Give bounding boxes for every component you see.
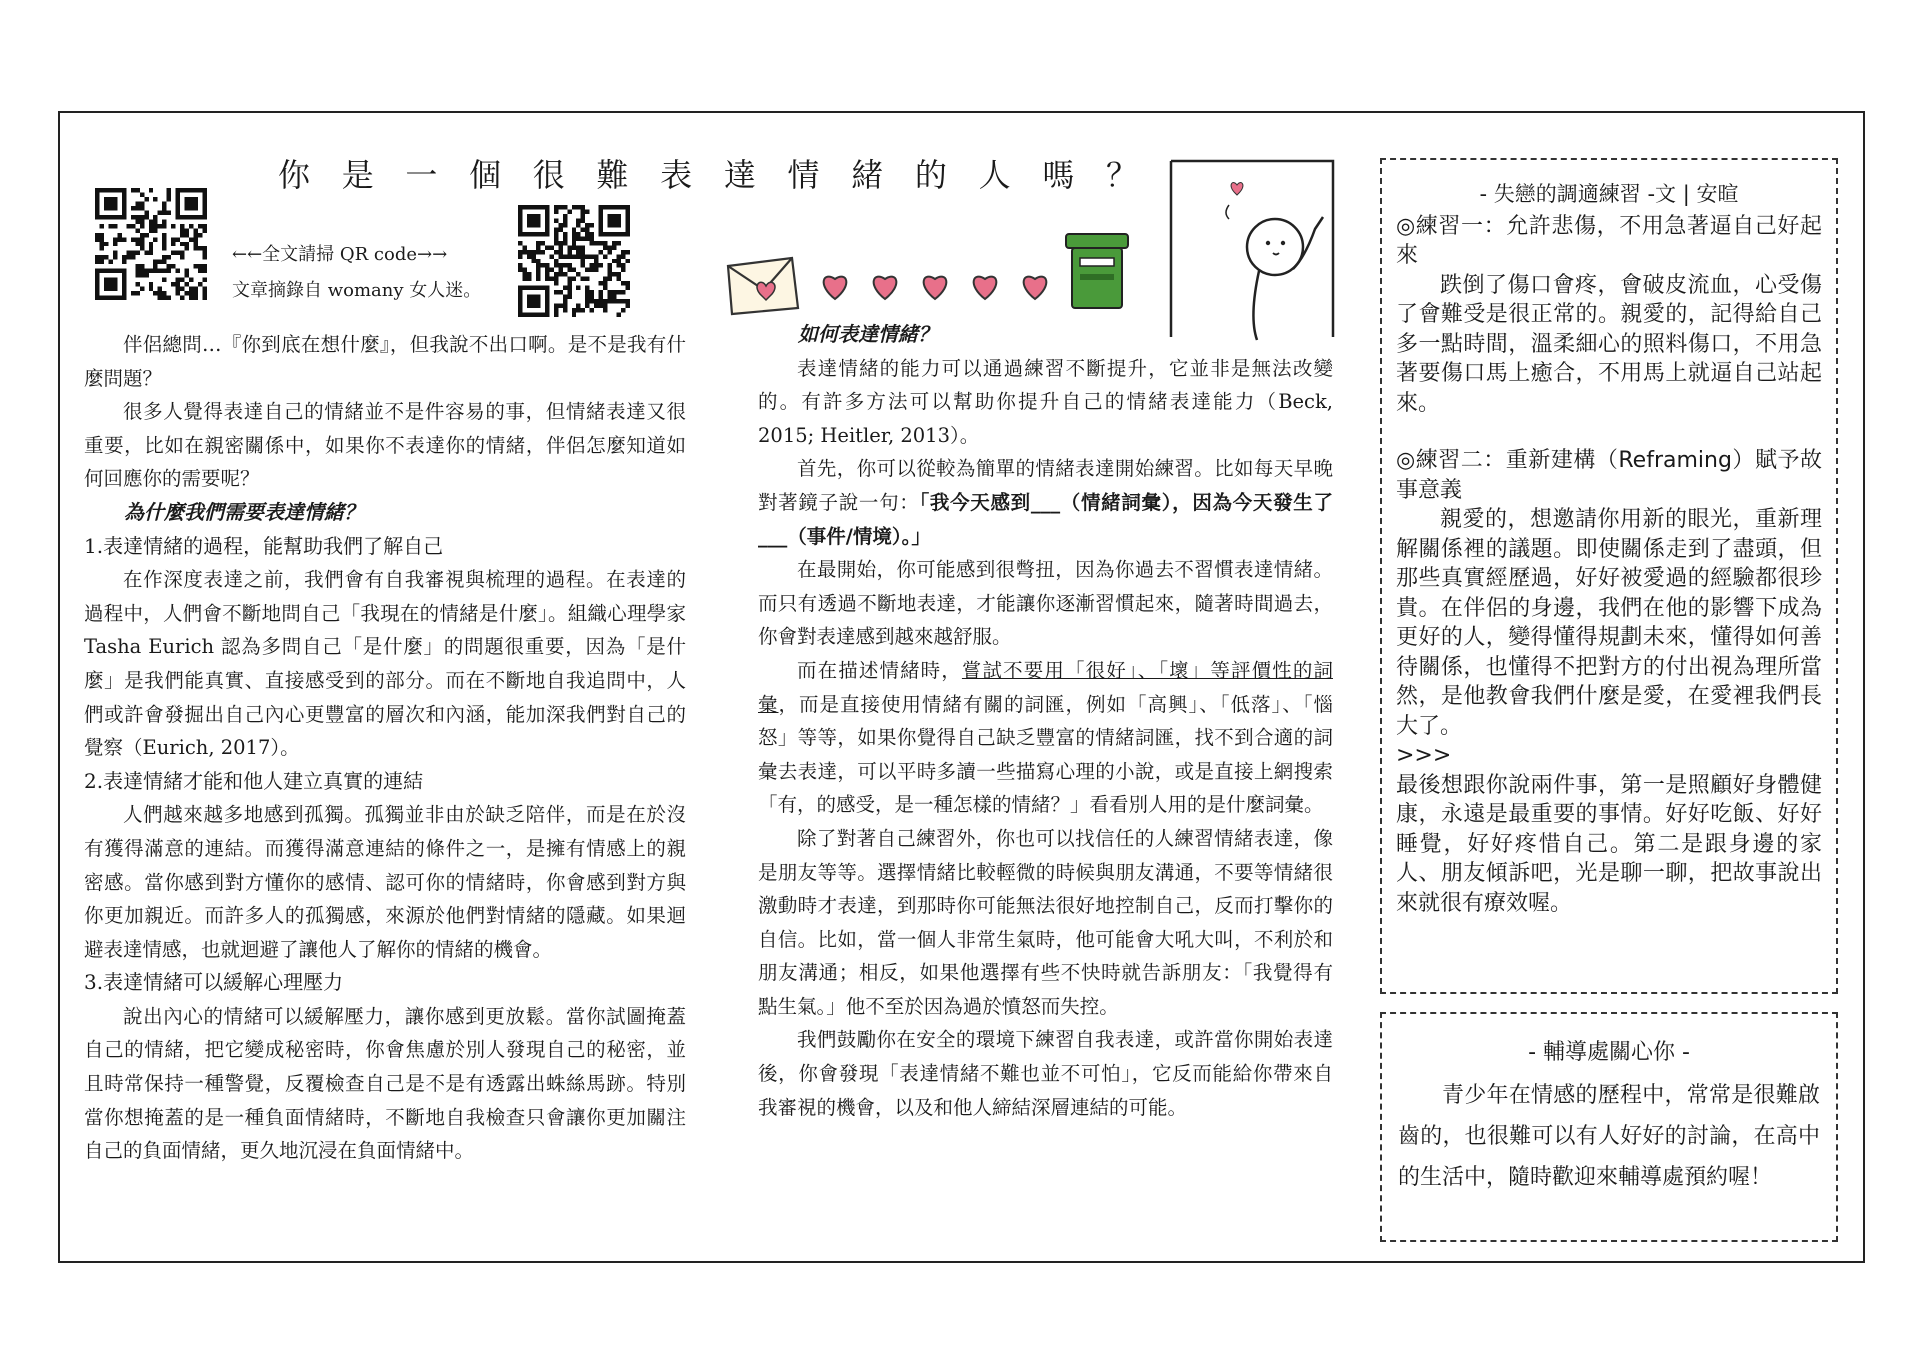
- how-heading: 如何表達情緒？: [798, 322, 938, 346]
- title-char: 情: [787, 156, 820, 194]
- point2-text: 人們越來越多地感到孤獨。孤獨並非由於缺乏陪伴，而是在於沒有獲得滿意的連結。而獲得滿意連結的條件之一，是擁有情感上的親密感。當你感到對方懂你的感情、認可你的情緒時，你會感到對方與你更加親近。而許多人的孤獨感，來源於他們對情緒的隱藏。如果迴避表達情感，也就迴避了讓他人了解你的情緒的機會。: [84, 803, 686, 961]
- how-paragraph-2: [758, 452, 1333, 553]
- breakup-box-heading: - 失戀的調適練習 -文 | 安暄: [1479, 182, 1739, 206]
- title-char: 表: [660, 156, 693, 194]
- title-char: 很: [532, 156, 565, 194]
- arrows-marker: >>>: [1396, 743, 1452, 768]
- title-char: 人: [978, 156, 1011, 194]
- exercise-2-text: 親愛的，想邀請你用新的眼光，重新理解關係裡的議題。即使關係走到了盡頭，但那些真實經歷過，好好被愛過的經驗都很珍貴。在伴侶的身邊，我們在他的影響下成為更好的人，變得懂得規劃未來，懂得如何善待關係，也懂得不把對方的付出視為理所當然，是他教會我們什麼是愛，在愛裡我們長大了。: [1396, 507, 1822, 739]
- title-char: 達: [723, 156, 756, 194]
- underlined-tip: 嘗試不要用「很好」、「壞」等評價性的詞彙: [758, 658, 1333, 716]
- breakup-exercise-box: [1380, 158, 1838, 994]
- counseling-box-heading: - 輔導處關心你 -: [1528, 1040, 1690, 1065]
- title-char: 一: [405, 156, 438, 194]
- how-paragraph-2-text: 首先，你可以從較為簡單的情緒表達開始練習。比如每天早晚對著鏡子說一句：: [758, 457, 1333, 514]
- closing-text: 最後想跟你說兩件事，第一是照顧好身體健康，永遠是最重要的事情。好好吃飯、好好睡覺，好好疼惜自己。第二是跟身邊的家人、朋友傾訴吧，光是聊一聊，把故事說出來就很有療效喔。: [1396, 772, 1822, 916]
- intro-paragraph-2: 很多人覺得表達自己的情緒並不是件容易的事，但情緒表達又很重要，比如在親密關係中，如果你不表達你的情緒，伴侶怎麼知道如何回應你的需要呢？: [84, 400, 686, 491]
- mirror-practice-phrase: 「我今天感到___（情緒詞彙），因為今天發生了___（事件/情境）。」: [758, 490, 1333, 548]
- how-paragraph-4: [758, 654, 1333, 822]
- title-char: 你: [278, 156, 311, 194]
- title-char: ？: [1105, 156, 1138, 194]
- why-heading: 為什麼我們需要表達情緒？: [124, 499, 364, 524]
- counseling-box-text: 青少年在情感的歷程中，常常是很難啟齒的，也很難可以有人好好的討論，在高中的生活中，隨時歡迎來輔導處預約喔！: [1398, 1083, 1820, 1190]
- title-char: 嗎: [1042, 156, 1075, 194]
- title-char: 緒: [851, 156, 884, 194]
- how-paragraph-5: 除了對著自己練習外，你也可以找信任的人練習情緒表達，像是朋友等等。選擇情緒比較輕微的時候與朋友溝通，不要等情緒很激動時才表達，到那時你可能無法很好地控制自己，反而打擊你的自信。比如，當一個人非常生氣時，他可能會大吼大叫，不利於和朋友溝通；相反，如果他選擇有些不快時就告訴朋友：「我覺得有點生氣。」他不至於因為過於憤怒而失控。: [758, 826, 1333, 1018]
- mailbox-icon: [1062, 228, 1132, 314]
- qr-caption-source: 文章摘錄自 womany 女人迷。: [232, 280, 482, 301]
- qr-caption-scan: ←←全文請掃 QR code→→: [232, 244, 448, 265]
- point3-text: 說出內心的情緒可以緩解壓力，讓你感到更放鬆。當你試圖掩蓋自己的情緒，把它變成秘密時，你會焦慮於別人發現自己的秘密，並且時常保持一種警覺，反覆檢查自己是不是有透露出蛛絲馬跡。特別當你想掩蓋的是一種負面情緒時，不斷地自我檢查只會讓你更加關注自己的負面情緒，更久地沉浸在負面情緒中。: [84, 1004, 686, 1163]
- intro-paragraph-1: 伴侶總問…『你到底在想什麼』，但我說不出口啊。是不是我有什麼問題？: [84, 333, 686, 390]
- title-char: 的: [914, 156, 947, 194]
- exercise-1-text: 跌倒了傷口會疼，會破皮流血，心受傷了會難受是很正常的。親愛的，記得給自己多一點時間，溫柔細心的照料傷口，不用急著要傷口馬上癒合，不用馬上就逼自己站起來。: [1396, 272, 1822, 416]
- exercise-2-title: ◎練習二：重新建構（Reframing）賦予故事意義: [1396, 448, 1822, 503]
- how-paragraph-4-rest: ，而是直接使用情緒有關的詞匯，例如「高興」、「低落」、「惱怒」等等，如果你覺得自己缺乏豐富的情緒詞匯，找不到合適的詞彙去表達，可以平時多讀一些描寫心理的小說，或是直接上網搜索「有，的感受，是一種怎樣的情緒？」看看別人用的是什麼詞彙。: [758, 692, 1333, 817]
- title-char: 個: [469, 156, 502, 194]
- counseling-office-box: [1380, 1012, 1838, 1242]
- how-paragraph-6: 我們鼓勵你在安全的環境下練習自我表達，或許當你開始表達後，你會發現「表達情緒不難也並不可怕」，它反而能給你帶來自我審視的機會，以及和他人締結深層連結的可能。: [758, 1028, 1333, 1119]
- title-char: 難: [596, 156, 629, 194]
- article-column-middle: [758, 318, 1333, 1124]
- title-char: 是: [341, 156, 374, 194]
- exercise-1-title: ◎練習一：允許悲傷，不用急著逼自己好起來: [1396, 213, 1822, 268]
- qr-code-left[interactable]: [95, 188, 207, 300]
- qr-code-right[interactable]: [518, 205, 630, 317]
- how-paragraph-4-lead: 而在描述情緒時，: [797, 658, 962, 682]
- point3-heading: 3.表達情緒可以緩解心理壓力: [84, 970, 344, 995]
- how-paragraph-3: 在最開始，你可能感到很彆扭，因為你過去不習慣表達情緒。而只有透過不斷地表達，才能讓你逐漸習慣起來，隨著時間過去，你會對表達感到越來越舒服。: [758, 558, 1333, 649]
- how-paragraph-1: 表達情緒的能力可以通過練習不斷提升，它並非是無法改變的。有許多方法可以幫助你提升自己的情緒表達能力（Beck, 2015; Heitler, 2013）。: [758, 356, 1333, 447]
- hearts-row-icon: [815, 265, 1055, 309]
- point1-heading: 1.表達情緒的過程，能幫助我們了解自己: [84, 533, 444, 558]
- article-column-left: [84, 328, 686, 1168]
- love-letter-icon: [722, 254, 802, 320]
- point1-text: 在作深度表達之前，我們會有自我審視與梳理的過程。在表達的過程中，人們會不斷地問自己「我現在的情緒是什麼」。組織心理學家 Tasha Eurich 認為多問自己「是什麼」的問題很重要，因為「是什麼」是我們能真實、直接感受到的部分。而在不斷地自我追問中，人們或許會發掘出自己內心更豐富的層次和內涵，能加深我們對自己的覺察（Eurich, 2017）。: [84, 568, 686, 760]
- page-title: [278, 150, 1138, 196]
- point2-heading: 2.表達情緒才能和他人建立真實的連結: [84, 768, 424, 793]
